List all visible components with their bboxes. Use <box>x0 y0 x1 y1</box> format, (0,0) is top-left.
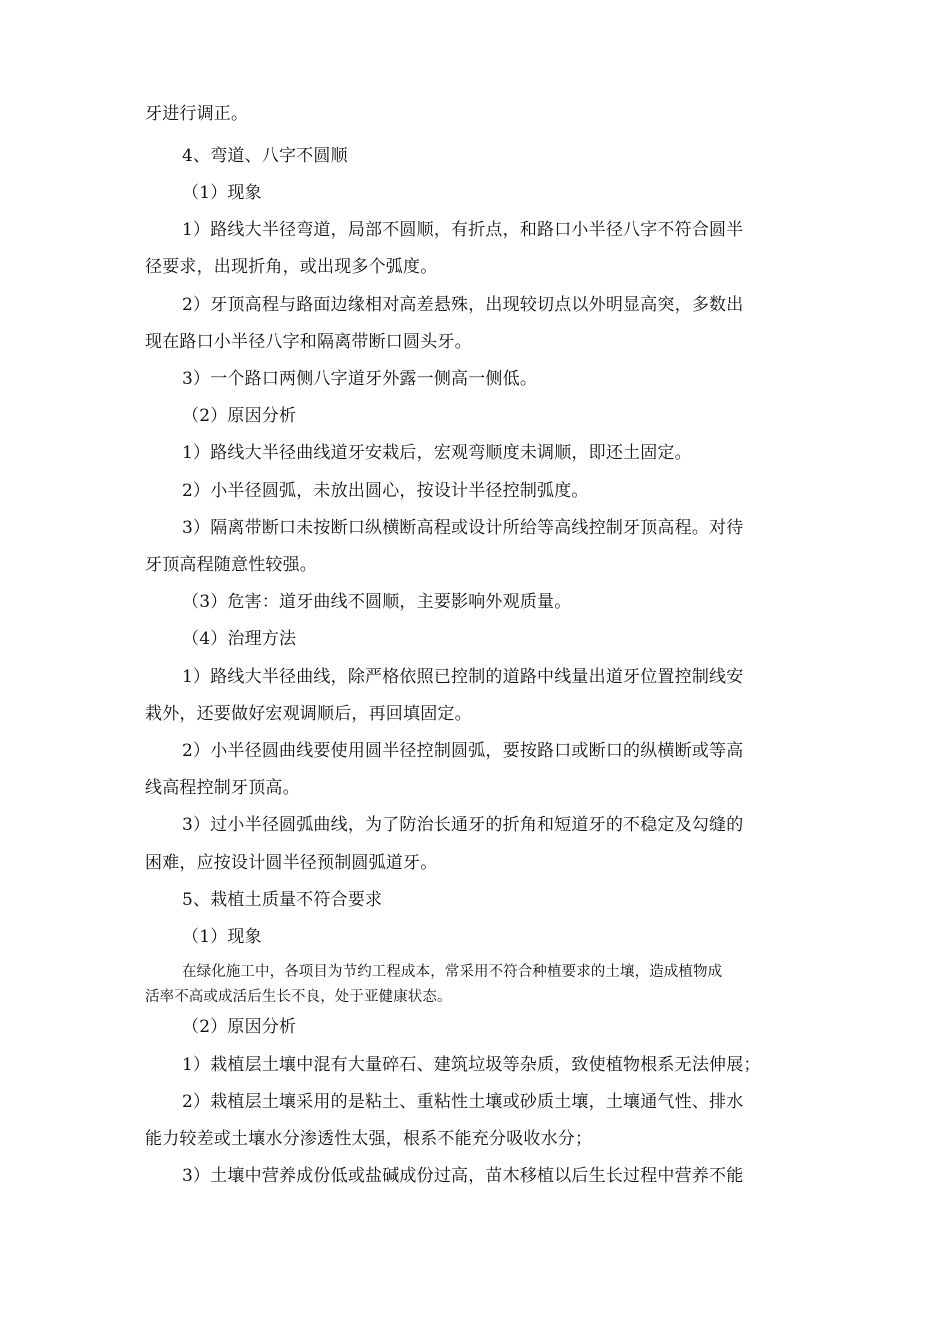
paragraph-line: 3）隔离带断口未按断口纵横断高程或设计所给等高线控制牙顶高程。对待 <box>182 518 744 538</box>
subsection-heading: （1）现象 <box>182 183 262 203</box>
paragraph-line: 1）路线大半径弯道，局部不圆顺，有折点，和路口小半径八字不符合圆半 <box>182 220 744 240</box>
paragraph-line: 牙顶高程随意性较强。 <box>145 555 317 575</box>
subsection-heading: （1）现象 <box>182 927 262 947</box>
paragraph-line: 活率不高或成活后生长不良，处于亚健康状态。 <box>145 989 452 1005</box>
paragraph-line: 1）路线大半径曲线道牙安栽后，宏观弯顺度未调顺，即还土固定。 <box>182 443 692 463</box>
paragraph-line: 线高程控制牙顶高。 <box>145 778 300 798</box>
paragraph-line: 3）土壤中营养成份低或盐碱成份过高，苗木移植以后生长过程中营养不能 <box>182 1166 744 1186</box>
paragraph-line: 在绿化施工中，各项目为节约工程成本，常采用不符合种植要求的土壤，造成植物成 <box>182 964 723 980</box>
paragraph-line: （3）危害：道牙曲线不圆顺，主要影响外观质量。 <box>182 592 572 612</box>
section-heading: 5、栽植土质量不符合要求 <box>182 890 383 910</box>
paragraph-line: 1）栽植层土壤中混有大量碎石、建筑垃圾等杂质，致使植物根系无法伸展； <box>182 1055 761 1075</box>
paragraph-line: 能力较差或土壤水分渗透性太强，根系不能充分吸收水分； <box>145 1129 593 1149</box>
paragraph-line: 2）小半径圆曲线要使用圆半径控制圆弧，要按路口或断口的纵横断或等高 <box>182 741 744 761</box>
paragraph-line: 2）栽植层土壤采用的是粘土、重粘性土壤或砂质土壤，土壤通气性、排水 <box>182 1092 744 1112</box>
paragraph-line: 栽外，还要做好宏观调顺后，再回填固定。 <box>145 704 472 724</box>
subsection-heading: （2）原因分析 <box>182 406 297 426</box>
section-heading: 4、弯道、八字不圆顺 <box>182 146 348 166</box>
paragraph-line: 1）路线大半径曲线，除严格依照已控制的道路中线量出道牙位置控制线安 <box>182 667 744 687</box>
subsection-heading: （2）原因分析 <box>182 1017 297 1037</box>
paragraph-line: 径要求，出现折角，或出现多个弧度。 <box>145 257 438 277</box>
paragraph-line: 牙进行调正。 <box>145 104 249 124</box>
paragraph-line: 2）小半径圆弧，未放出圆心，按设计半径控制弧度。 <box>182 481 589 501</box>
paragraph-line: 3）一个路口两侧八字道牙外露一侧高一侧低。 <box>182 369 538 389</box>
paragraph-line: 2）牙顶高程与路面边缘相对高差悬殊，出现较切点以外明显高突，多数出 <box>182 295 744 315</box>
paragraph-line: 现在路口小半径八字和隔离带断口圆头牙。 <box>145 332 472 352</box>
subsection-heading: （4）治理方法 <box>182 629 297 649</box>
paragraph-line: 3）过小半径圆弧曲线，为了防治长通牙的折角和短道牙的不稳定及勾缝的 <box>182 815 744 835</box>
paragraph-line: 困难，应按设计圆半径预制圆弧道牙。 <box>145 853 438 873</box>
